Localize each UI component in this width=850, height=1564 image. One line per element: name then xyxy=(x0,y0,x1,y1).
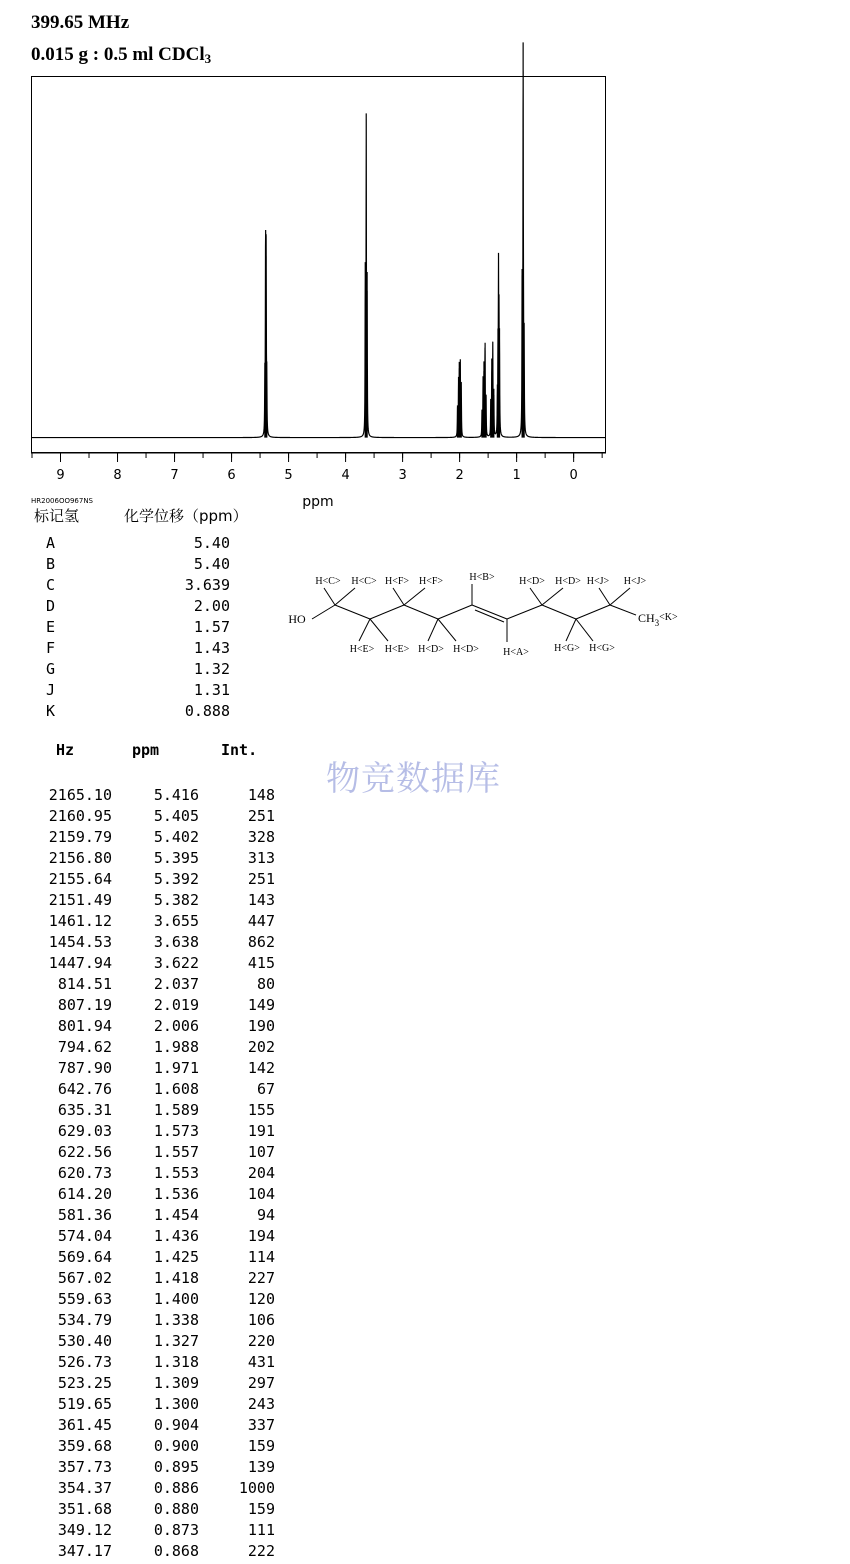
peak-row xyxy=(0,1543,290,1564)
peak-hz: 347.17 xyxy=(57,1542,112,1560)
header-ppm: ppm xyxy=(132,741,160,759)
peak-ppm: 1.557 xyxy=(153,1143,199,1161)
peak-hz: 642.76 xyxy=(57,1080,112,1098)
peak-int: 415 xyxy=(247,954,275,972)
peak-int: 220 xyxy=(247,1332,275,1350)
peak-ppm: 5.416 xyxy=(153,786,199,804)
peak-row xyxy=(0,829,290,850)
x-tick-label: 4 xyxy=(341,468,350,483)
header-hz: Hz xyxy=(56,741,75,759)
peak-ppm: 1.536 xyxy=(153,1185,199,1203)
peak-row xyxy=(0,787,290,808)
peak-ppm: 0.873 xyxy=(153,1521,199,1539)
peak-row xyxy=(0,976,290,997)
nmr-spectrum-chart xyxy=(0,70,620,515)
x-axis-tick-labels xyxy=(56,468,577,483)
peak-hz: 2151.49 xyxy=(48,891,112,909)
peak-int: 107 xyxy=(247,1143,275,1161)
atom-labels xyxy=(288,572,678,658)
peak-hz: 534.79 xyxy=(57,1311,112,1329)
x-tick-label: 7 xyxy=(170,468,179,483)
peak-row xyxy=(0,808,290,829)
peak-hz: 2160.95 xyxy=(48,807,112,825)
peak-int: 67 xyxy=(256,1080,275,1098)
peak-row xyxy=(0,1165,290,1186)
peak-hz: 359.68 xyxy=(57,1437,112,1455)
h-label: H<E> xyxy=(349,644,375,655)
assignment-shift: 2.00 xyxy=(193,597,230,615)
peak-hz: 794.62 xyxy=(57,1038,112,1056)
peak-hz: 2155.64 xyxy=(48,870,112,888)
peak-ppm: 2.037 xyxy=(153,975,199,993)
peak-row xyxy=(0,997,290,1018)
h-label: H<C> xyxy=(351,576,377,587)
watermark: 物竞数据库 xyxy=(326,759,501,799)
assignment-row xyxy=(40,577,230,598)
peak-int: 251 xyxy=(247,807,275,825)
peak-ppm: 1.573 xyxy=(153,1122,199,1140)
peak-row xyxy=(0,1522,290,1543)
peak-int: 328 xyxy=(247,828,275,846)
peak-int: 94 xyxy=(256,1206,275,1224)
peak-hz: 614.20 xyxy=(57,1185,112,1203)
peak-ppm: 5.395 xyxy=(153,849,199,867)
assignment-row xyxy=(40,619,230,640)
x-axis-ticks xyxy=(32,453,602,462)
spectrum-trace xyxy=(32,42,605,437)
peak-ppm: 5.382 xyxy=(153,891,199,909)
peak-ppm: 1.436 xyxy=(153,1227,199,1245)
peak-row xyxy=(0,1291,290,1312)
peak-row xyxy=(0,1186,290,1207)
assignment-label-header: 标记氢 xyxy=(34,507,80,525)
peak-ppm: 5.402 xyxy=(153,828,199,846)
peak-hz: 2165.10 xyxy=(48,786,112,804)
peak-row xyxy=(0,1375,290,1396)
peak-row xyxy=(0,1501,290,1522)
peak-row xyxy=(0,1081,290,1102)
peak-ppm: 1.300 xyxy=(153,1395,199,1413)
sample-id: HR2006OO967NS xyxy=(31,497,94,505)
ho-group: HO xyxy=(288,612,306,626)
peak-hz: 526.73 xyxy=(57,1353,112,1371)
peak-ppm: 1.553 xyxy=(153,1164,199,1182)
peak-hz: 559.63 xyxy=(57,1290,112,1308)
peak-hz: 354.37 xyxy=(57,1479,112,1497)
peak-ppm: 3.655 xyxy=(153,912,199,930)
peak-int: 159 xyxy=(247,1500,275,1518)
h-label: H<B> xyxy=(469,572,495,583)
assignment-shift-header: 化学位移（ppm） xyxy=(124,507,248,525)
x-tick-label: 5 xyxy=(284,468,293,483)
peak-int: 297 xyxy=(247,1374,275,1392)
peak-hz: 351.68 xyxy=(57,1500,112,1518)
assignment-shift: 5.40 xyxy=(193,534,230,552)
peak-hz: 2159.79 xyxy=(48,828,112,846)
peak-row xyxy=(0,1228,290,1249)
peak-row xyxy=(0,1438,290,1459)
h-label: H<J> xyxy=(586,576,610,587)
peak-hz: 1447.94 xyxy=(48,954,112,972)
peak-int: 80 xyxy=(256,975,275,993)
peak-int: 142 xyxy=(247,1059,275,1077)
assignment-label: K xyxy=(46,702,56,720)
assignment-label: E xyxy=(46,618,56,636)
peak-ppm: 0.868 xyxy=(153,1542,199,1560)
peak-hz: 801.94 xyxy=(57,1017,112,1035)
peak-ppm: 1.454 xyxy=(153,1206,199,1224)
h-label: H<D> xyxy=(453,644,479,655)
peak-row xyxy=(0,1459,290,1480)
sample-concentration xyxy=(31,44,211,70)
peak-hz: 349.12 xyxy=(57,1521,112,1539)
peak-ppm: 5.392 xyxy=(153,870,199,888)
peak-int: 120 xyxy=(247,1290,275,1308)
peak-int: 447 xyxy=(247,912,275,930)
peak-row xyxy=(0,1102,290,1123)
peak-ppm: 1.338 xyxy=(153,1311,199,1329)
peak-ppm: 1.608 xyxy=(153,1080,199,1098)
peak-int: 251 xyxy=(247,870,275,888)
peak-int: 194 xyxy=(247,1227,275,1245)
peak-row xyxy=(0,1270,290,1291)
peak-ppm: 3.638 xyxy=(153,933,199,951)
assignment-list xyxy=(40,535,230,724)
peak-int: 149 xyxy=(247,996,275,1014)
peak-row xyxy=(0,1207,290,1228)
peak-int: 104 xyxy=(247,1185,275,1203)
assignment-label: G xyxy=(46,660,56,678)
assignment-shift: 1.57 xyxy=(193,618,230,636)
peak-int: 190 xyxy=(247,1017,275,1035)
peak-int: 431 xyxy=(247,1353,275,1371)
peak-row xyxy=(0,1354,290,1375)
peak-int: 1000 xyxy=(238,1479,275,1497)
peak-int: 202 xyxy=(247,1038,275,1056)
assignment-row xyxy=(40,535,230,556)
peak-ppm: 1.971 xyxy=(153,1059,199,1077)
x-tick-label: 2 xyxy=(455,468,464,483)
peak-row xyxy=(0,1249,290,1270)
h-label: H<D> xyxy=(519,576,545,587)
peak-row xyxy=(0,913,290,934)
peak-int: 148 xyxy=(247,786,275,804)
peak-int: 155 xyxy=(247,1101,275,1119)
peak-row xyxy=(0,1480,290,1501)
assignment-row xyxy=(40,661,230,682)
x-tick-label: 6 xyxy=(227,468,236,483)
assignment-shift: 1.43 xyxy=(193,639,230,657)
peak-hz: 361.45 xyxy=(57,1416,112,1434)
peak-row xyxy=(0,1396,290,1417)
peak-row xyxy=(0,1312,290,1333)
x-axis-label: ppm xyxy=(302,494,334,510)
peak-int: 243 xyxy=(247,1395,275,1413)
assignment-shift: 5.40 xyxy=(193,555,230,573)
peak-hz: 807.19 xyxy=(57,996,112,1014)
assignment-label: J xyxy=(46,681,56,699)
peak-ppm: 0.904 xyxy=(153,1416,199,1434)
h-label: H<J> xyxy=(623,576,647,587)
x-tick-label: 0 xyxy=(569,468,578,483)
peak-int: 191 xyxy=(247,1122,275,1140)
peak-hz: 2156.80 xyxy=(48,849,112,867)
x-tick-label: 3 xyxy=(398,468,407,483)
x-tick-label: 1 xyxy=(512,468,521,483)
peak-ppm: 1.318 xyxy=(153,1353,199,1371)
peak-int: 227 xyxy=(247,1269,275,1287)
h-label: H<F> xyxy=(384,576,410,587)
peak-ppm: 1.309 xyxy=(153,1374,199,1392)
bond-lines xyxy=(312,584,636,642)
peak-int: 862 xyxy=(247,933,275,951)
peak-hz: 1454.53 xyxy=(48,933,112,951)
peak-ppm: 1.988 xyxy=(153,1038,199,1056)
peak-int: 114 xyxy=(247,1248,275,1266)
peak-ppm: 1.418 xyxy=(153,1269,199,1287)
spectrometer-frequency: 399.65 MHz xyxy=(31,12,130,33)
peak-ppm: 2.019 xyxy=(153,996,199,1014)
sample-subscript: 3 xyxy=(204,51,212,66)
assignment-row xyxy=(40,682,230,703)
peak-ppm: 0.880 xyxy=(153,1500,199,1518)
peak-hz: 357.73 xyxy=(57,1458,112,1476)
h-label: H<E> xyxy=(384,644,410,655)
molecule-structure xyxy=(280,562,700,667)
assignment-shift: 1.31 xyxy=(193,681,230,699)
peak-hz: 581.36 xyxy=(57,1206,112,1224)
peak-hz: 787.90 xyxy=(57,1059,112,1077)
peak-ppm: 1.400 xyxy=(153,1290,199,1308)
assignment-row xyxy=(40,640,230,661)
peak-ppm: 1.589 xyxy=(153,1101,199,1119)
sample-text: 0.015 g : 0.5 ml CDCl xyxy=(31,44,205,65)
h-label: H<A> xyxy=(503,647,529,658)
peak-int: 313 xyxy=(247,849,275,867)
peak-hz: 629.03 xyxy=(57,1122,112,1140)
peak-row xyxy=(0,892,290,913)
x-tick-label: 9 xyxy=(56,468,65,483)
peak-hz: 567.02 xyxy=(57,1269,112,1287)
h-label: H<C> xyxy=(315,576,341,587)
peak-ppm: 2.006 xyxy=(153,1017,199,1035)
peak-row xyxy=(0,1018,290,1039)
peak-hz: 530.40 xyxy=(57,1332,112,1350)
peak-ppm: 1.327 xyxy=(153,1332,199,1350)
peak-row xyxy=(0,1144,290,1165)
peak-hz: 620.73 xyxy=(57,1164,112,1182)
assignment-shift: 1.32 xyxy=(193,660,230,678)
assignment-label: B xyxy=(46,555,56,573)
assignment-row xyxy=(40,556,230,577)
peak-ppm: 0.886 xyxy=(153,1479,199,1497)
assignment-shift: 3.639 xyxy=(184,576,230,594)
x-tick-label: 8 xyxy=(113,468,122,483)
peak-int: 111 xyxy=(247,1521,275,1539)
peak-row xyxy=(0,1123,290,1144)
assignment-label: D xyxy=(46,597,56,615)
assignment-row xyxy=(40,598,230,619)
peak-hz: 519.65 xyxy=(57,1395,112,1413)
peak-ppm: 0.895 xyxy=(153,1458,199,1476)
peak-row xyxy=(0,955,290,976)
peak-row xyxy=(0,850,290,871)
peak-hz: 622.56 xyxy=(57,1143,112,1161)
peak-row xyxy=(0,871,290,892)
peak-ppm: 3.622 xyxy=(153,954,199,972)
peak-row xyxy=(0,1417,290,1438)
h-label: H<D> xyxy=(418,644,444,655)
h-label: H<D> xyxy=(555,576,581,587)
assignment-label: F xyxy=(46,639,56,657)
assignment-row xyxy=(40,703,230,724)
h-label: H<G> xyxy=(554,643,580,654)
peak-int: 106 xyxy=(247,1311,275,1329)
peak-int: 139 xyxy=(247,1458,275,1476)
peak-hz: 569.64 xyxy=(57,1248,112,1266)
peak-int: 337 xyxy=(247,1416,275,1434)
peak-int: 204 xyxy=(247,1164,275,1182)
peak-int: 143 xyxy=(247,891,275,909)
peak-ppm: 5.405 xyxy=(153,807,199,825)
peak-ppm: 0.900 xyxy=(153,1437,199,1455)
peak-row xyxy=(0,1060,290,1081)
h-label: H<F> xyxy=(418,576,444,587)
assignment-shift: 0.888 xyxy=(184,702,230,720)
peak-int: 159 xyxy=(247,1437,275,1455)
peak-row xyxy=(0,1333,290,1354)
peak-ppm: 1.425 xyxy=(153,1248,199,1266)
peak-row xyxy=(0,1039,290,1060)
peak-hz: 814.51 xyxy=(57,975,112,993)
peak-row xyxy=(0,934,290,955)
assignment-label: C xyxy=(46,576,56,594)
plot-frame xyxy=(32,77,606,453)
assignment-label: A xyxy=(46,534,56,552)
peak-hz: 635.31 xyxy=(57,1101,112,1119)
peak-hz: 1461.12 xyxy=(48,912,112,930)
peak-hz: 574.04 xyxy=(57,1227,112,1245)
peak-int: 222 xyxy=(247,1542,275,1560)
peak-hz: 523.25 xyxy=(57,1374,112,1392)
header-int: Int. xyxy=(221,741,258,759)
peak-table xyxy=(0,787,290,1564)
h-label: H<G> xyxy=(589,643,615,654)
ch3-group: $CH_3^{<K>}$ xyxy=(638,611,678,628)
